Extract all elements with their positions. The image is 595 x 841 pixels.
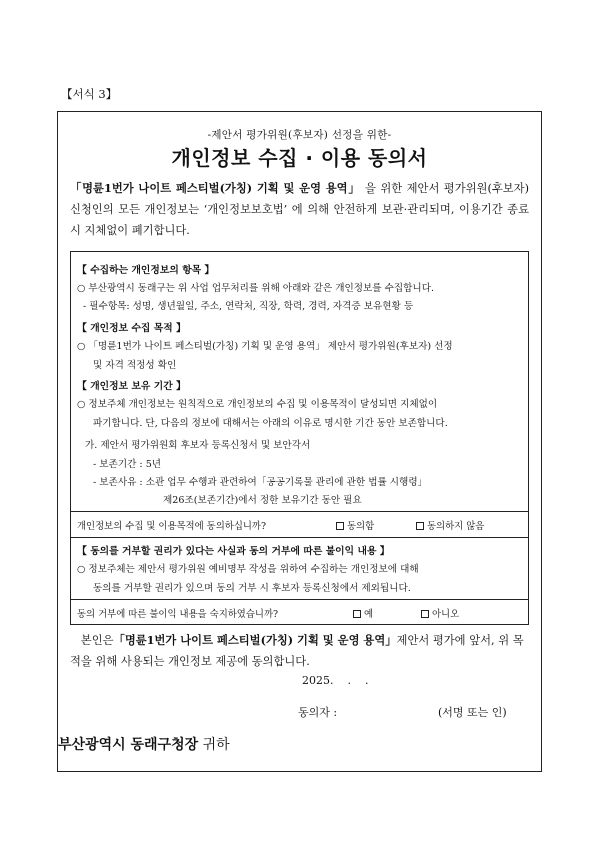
addressee-suffix: 귀하 [202, 737, 230, 753]
divider [71, 599, 528, 600]
closing-paragraph [70, 630, 529, 672]
retention-line-4: - 보존기간 : 5년 [93, 459, 162, 470]
retention-line-5: - 보존사유 : 소관 업무 수행과 관련하여「공공기록물 관리에 관한 법률 시행령」 [93, 477, 428, 488]
yes-label: 예 [364, 609, 374, 620]
consent-details-box [70, 251, 529, 625]
intro-text: 을 위한 제안서 평가위원(후보자) 신청인의 모든 개인정보는 ‘개인정보보호법’ 에 의해 안전하게 보관·관리되며, 이용기간 종료 시 지체없이 폐기합니다. [70, 182, 529, 237]
addressee-name: 부산광역시 동래구청장 [58, 737, 199, 753]
closing-text: 제안서 평가에 앞서, 위 목적을 위해 사용되는 개인정보 제공에 동의합니다. [70, 634, 524, 668]
refusal-yes-option[interactable] [353, 606, 373, 620]
disagree-label: 동의하지 않음 [427, 521, 485, 532]
purpose-line-1: ○ 「명륜1번가 나이트 페스티벌(가칭) 기획 및 운영 용역」 제안서 평가위원(후보자) 선정 [77, 341, 453, 352]
consent-agree-option[interactable] [336, 518, 374, 532]
signer-label: 동의자 : [298, 706, 338, 719]
consent-form [57, 111, 542, 772]
purpose-line-2: 및 자격 적정성 확인 [93, 360, 177, 371]
consent-question: 개인정보의 수집 및 이용목적에 동의하십니까? [77, 521, 267, 532]
refusal-question: 동의 거부에 따른 불이익 내용을 숙지하였습니까? [77, 609, 279, 620]
addressee [58, 734, 230, 754]
disagree-checkbox[interactable] [416, 522, 424, 530]
form-code: 【서식 3】 [61, 87, 118, 101]
intro-paragraph [70, 178, 529, 241]
items-line-2: - 필수항목: 성명, 생년월일, 주소, 연락처, 직장, 학력, 경력, 자격증 보유현황 등 [83, 301, 414, 312]
consent-disagree-option[interactable] [416, 518, 484, 532]
items-line-1: ○ 부산광역시 동래구는 위 사업 업무처리를 위해 아래와 같은 개인정보를 수집합니다. [77, 283, 435, 294]
refusal-line-1: ○ 정보주체는 제안서 평가위원 예비명부 작성을 위하여 수집하는 개인정보에 대해 [77, 564, 419, 575]
intro-project-name: 「명륜1번가 나이트 페스티벌(가칭) 기획 및 운영 용역」 [70, 181, 361, 195]
form-title: 개인정보 수집 · 이용 동의서 [171, 146, 428, 170]
closing-prefix: 본인은 [80, 634, 114, 647]
form-subtitle: -제안서 평가위원(후보자) 선정을 위한- [207, 129, 392, 141]
retention-line-6: 제26조(보존기간)에서 정한 보유기간 동안 필요 [163, 495, 362, 506]
divider [71, 511, 528, 512]
retention-line-2: 파기합니다. 단, 다음의 정보에 대해서는 아래의 이유로 명시한 기간 동안 보존합니다. [93, 418, 448, 429]
no-checkbox[interactable] [421, 610, 429, 618]
refusal-heading: 【 동의를 거부할 권리가 있다는 사실과 동의 거부에 따른 불이익 내용 】 [77, 546, 390, 557]
refusal-line-2: 동의를 거부할 권리가 있으며 동의 거부 시 후보자 등록신청에서 제외됩니다. [93, 583, 411, 594]
retention-line-1: ○ 정보주체 개인정보는 원칙적으로 개인정보의 수집 및 이용목적이 달성되면 지체없이 [77, 399, 438, 410]
signature-field[interactable]: (서명 또는 인) [438, 706, 507, 719]
retention-line-3: 가. 제안서 평가위원회 후보자 등록신청서 및 보안각서 [85, 440, 311, 451]
retention-heading: 【 개인정보 보유 기간 】 [77, 381, 186, 392]
no-label: 아니오 [432, 609, 460, 620]
agree-label: 동의함 [347, 521, 375, 532]
agree-checkbox[interactable] [336, 522, 344, 530]
yes-checkbox[interactable] [353, 610, 361, 618]
items-heading: 【 수집하는 개인정보의 항목 】 [77, 265, 215, 276]
divider [71, 537, 528, 538]
purpose-heading: 【 개인정보 수집 목적 】 [77, 323, 186, 334]
date-field[interactable]: 2025. . . [302, 674, 369, 687]
refusal-no-option[interactable] [421, 606, 459, 620]
closing-project-name: 「명륜1번가 나이트 페스티벌(가칭) 기획 및 운영 용역」 [113, 633, 397, 647]
